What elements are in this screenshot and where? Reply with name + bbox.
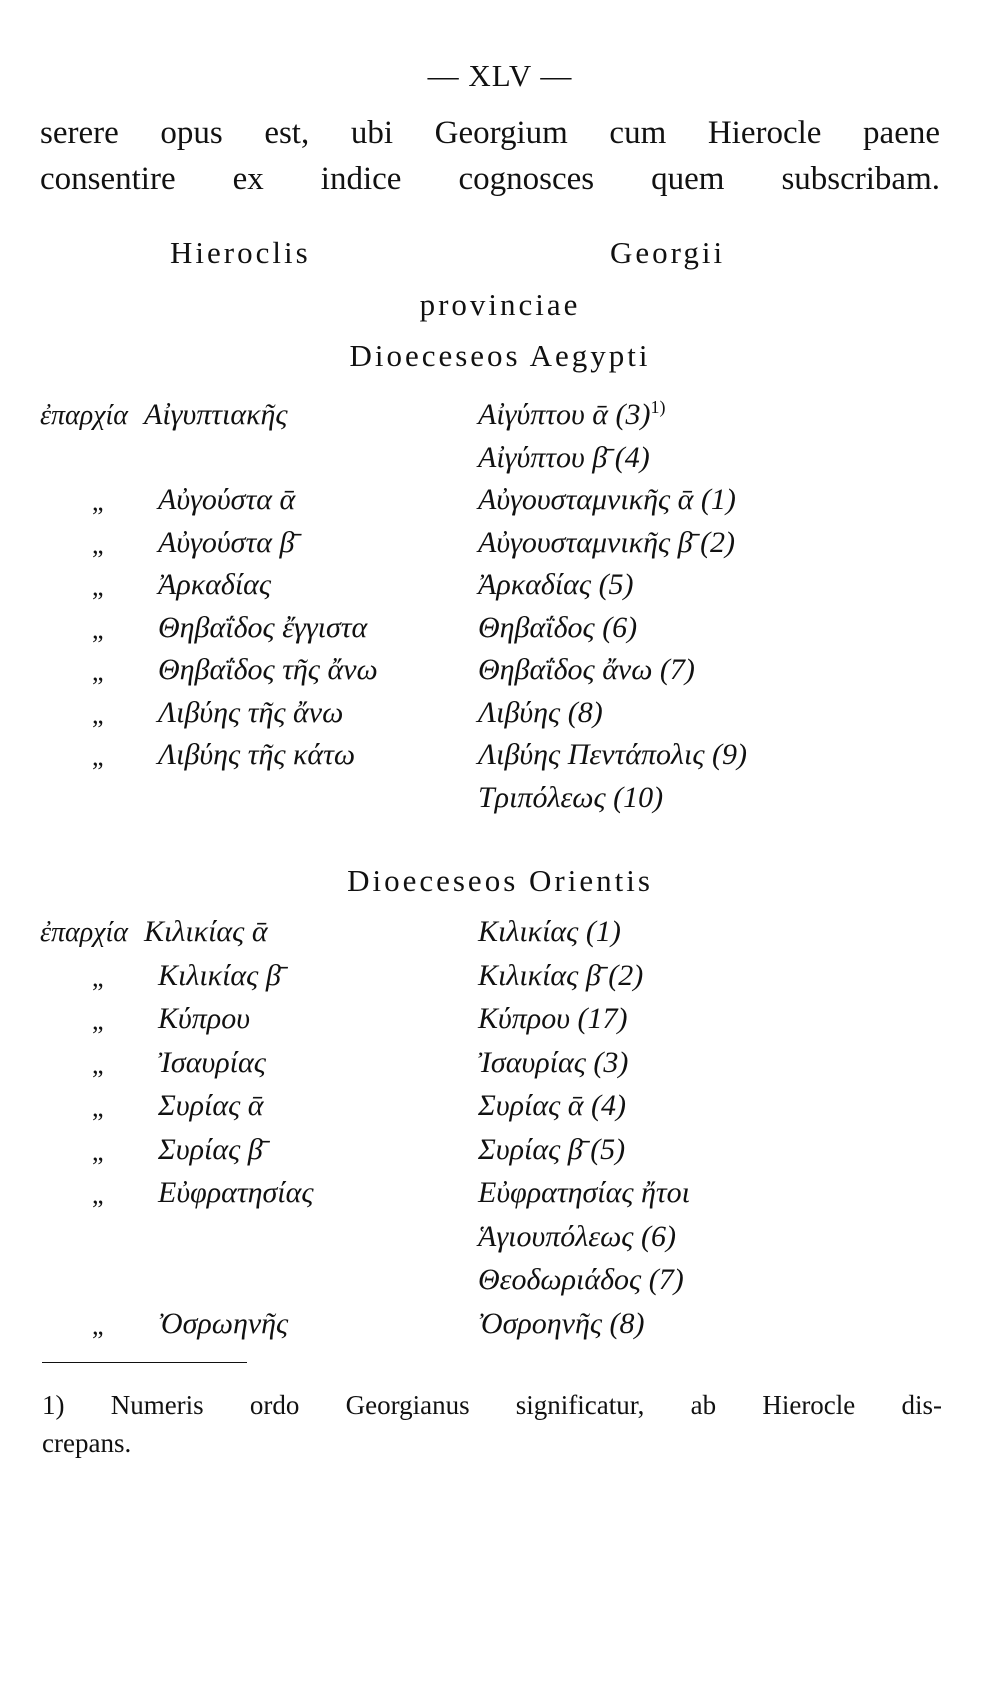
footnote-line-2: crepans.: [42, 1428, 132, 1458]
hierocles-province-orientis: Ὀσρωηνῆς: [158, 1306, 289, 1340]
row-marker: „: [92, 657, 104, 686]
hierocles-province-orientis: Εὐφρατησίας: [158, 1176, 314, 1209]
georgius-province-text: Θηβαΐδος ἄνω (7): [478, 653, 695, 686]
hierocles-province-aegypti: Ἀρκαδίας: [158, 568, 272, 601]
georgius-province-text: Συρίας ᾱ (4): [478, 1089, 626, 1122]
row-marker: „: [92, 572, 104, 601]
georgius-province-orientis: [478, 1220, 676, 1254]
georgius-province-orientis: [478, 1133, 625, 1167]
georgius-province-orientis: [478, 1089, 626, 1123]
row-marker: „: [92, 614, 104, 644]
georgius-province-text: Αὐγουσταμνικῆς ᾱ (1): [478, 483, 736, 516]
georgius-province-text: Τριπόλεως (10): [478, 780, 664, 814]
section-title-aegypti: Dioeceseos Aegypti: [349, 338, 651, 373]
row-marker: ἐπαρχία: [40, 917, 128, 948]
georgius-province-text: Ἁγιουπόλεως (6): [478, 1219, 676, 1253]
georgius-province-aegypti: [478, 653, 695, 687]
subtitle-provinciae: provinciae: [419, 287, 581, 322]
hierocles-province-aegypti: Αὐγούστα ᾱ: [158, 483, 296, 516]
column-heading-hieroclis: Hieroclis: [170, 235, 311, 270]
georgius-province-text: Ἰσαυρίας (3): [478, 1045, 629, 1079]
georgius-province-text: Κιλικίας β̄ (2): [478, 958, 644, 992]
row-marker: „: [92, 742, 104, 771]
georgius-province-text: Θηβαΐδος (6): [478, 610, 638, 644]
georgius-province-text: Αὐγουσταμνικῆς β̄ (2): [478, 525, 736, 559]
row-marker: „: [92, 1049, 104, 1079]
hierocles-province-aegypti: Αὐγούστα β̄: [158, 525, 295, 559]
hierocles-province-aegypti: Θηβαΐδος τῆς ἄνω: [158, 653, 378, 686]
georgius-province-text: Αἰγύπτου ᾱ (3): [478, 398, 651, 431]
hierocles-province-orientis: Κιλικίας β̄: [158, 958, 281, 992]
hierocles-province-orientis: Ἰσαυρίας: [158, 1045, 266, 1079]
intro-line-2: consentire ex indice cognosces quem subscribam.: [40, 161, 940, 197]
intro-line-1: serere opus est, ubi Georgium cum Hierocle paene: [40, 115, 940, 151]
georgius-province-orientis: [478, 1046, 628, 1080]
georgius-province-text: Αἰγύπτου β̄ (4): [478, 440, 650, 474]
georgius-province-aegypti: [478, 696, 603, 730]
georgius-province-orientis: [478, 1307, 645, 1341]
georgius-province-orientis: [478, 915, 621, 949]
column-heading-georgii: Georgii: [610, 235, 726, 270]
georgius-province-aegypti: [478, 781, 663, 815]
row-marker: „: [92, 699, 104, 729]
georgius-province-aegypti: [478, 398, 666, 432]
row-marker: „: [92, 962, 104, 992]
row-marker: „: [92, 1093, 104, 1122]
georgius-province-text: Ἀρκαδίας (5): [478, 568, 634, 601]
footnote-line-1: 1) Numeris ordo Georgianus significatur, ab Hierocle dis-: [42, 1390, 942, 1420]
hierocles-province-aegypti: Λιβύης τῆς ἄνω: [158, 695, 344, 729]
georgius-province-orientis: [478, 1002, 627, 1036]
georgius-province-aegypti: [478, 738, 747, 772]
georgius-province-text: Θεοδωριάδος (7): [478, 1263, 684, 1296]
footnote-ref[interactable]: 1): [650, 397, 666, 417]
georgius-province-text: Λιβύης Πεντάπολις (9): [478, 738, 748, 771]
row-marker: „: [92, 529, 104, 559]
row-marker: „: [92, 1310, 104, 1340]
row-marker: „: [92, 487, 104, 516]
georgius-province-text: Συρίας β̄ (5): [478, 1132, 626, 1166]
footnote: [42, 1386, 942, 1462]
georgius-province-aegypti: [478, 526, 735, 560]
row-marker: „: [92, 1136, 104, 1166]
georgius-province-aegypti: [478, 568, 634, 602]
hierocles-province-aegypti: Θηβαΐδος ἔγγιστα: [158, 610, 368, 644]
georgius-province-aegypti: [478, 441, 650, 475]
hierocles-province-orientis: Συρίας ᾱ: [158, 1089, 264, 1122]
hierocles-province-orientis: Συρίας β̄: [158, 1132, 263, 1166]
georgius-province-text: Εὐφρατησίας ἤτοι: [478, 1176, 690, 1209]
georgius-province-text: Ὀσροηνῆς (8): [478, 1306, 645, 1340]
hierocles-province-orientis: Κιλικίας ᾱ: [144, 915, 268, 948]
hierocles-province-aegypti: Αἰγυπτιακῆς: [144, 398, 288, 431]
row-marker: ἐπαρχία: [40, 400, 128, 431]
row-marker: „: [92, 1006, 104, 1035]
georgius-province-orientis: [478, 1263, 684, 1297]
footnote-rule: [42, 1362, 247, 1363]
hierocles-province-orientis: Κύπρου: [158, 1002, 250, 1035]
georgius-province-text: Κύπρου (17): [478, 1002, 628, 1035]
georgius-province-aegypti: [478, 611, 637, 645]
georgius-province-text: Κιλικίας (1): [478, 915, 621, 948]
georgius-province-aegypti: [478, 483, 736, 517]
georgius-province-orientis: [478, 959, 643, 993]
row-marker: „: [92, 1180, 104, 1209]
georgius-province-text: Λιβύης (8): [478, 695, 603, 729]
georgius-province-orientis: [478, 1176, 690, 1210]
section-title-orientis: Dioeceseos Orientis: [347, 863, 653, 898]
hierocles-province-aegypti: Λιβύης τῆς κάτω: [158, 738, 356, 771]
page-number-header: — XLV —: [427, 58, 573, 93]
